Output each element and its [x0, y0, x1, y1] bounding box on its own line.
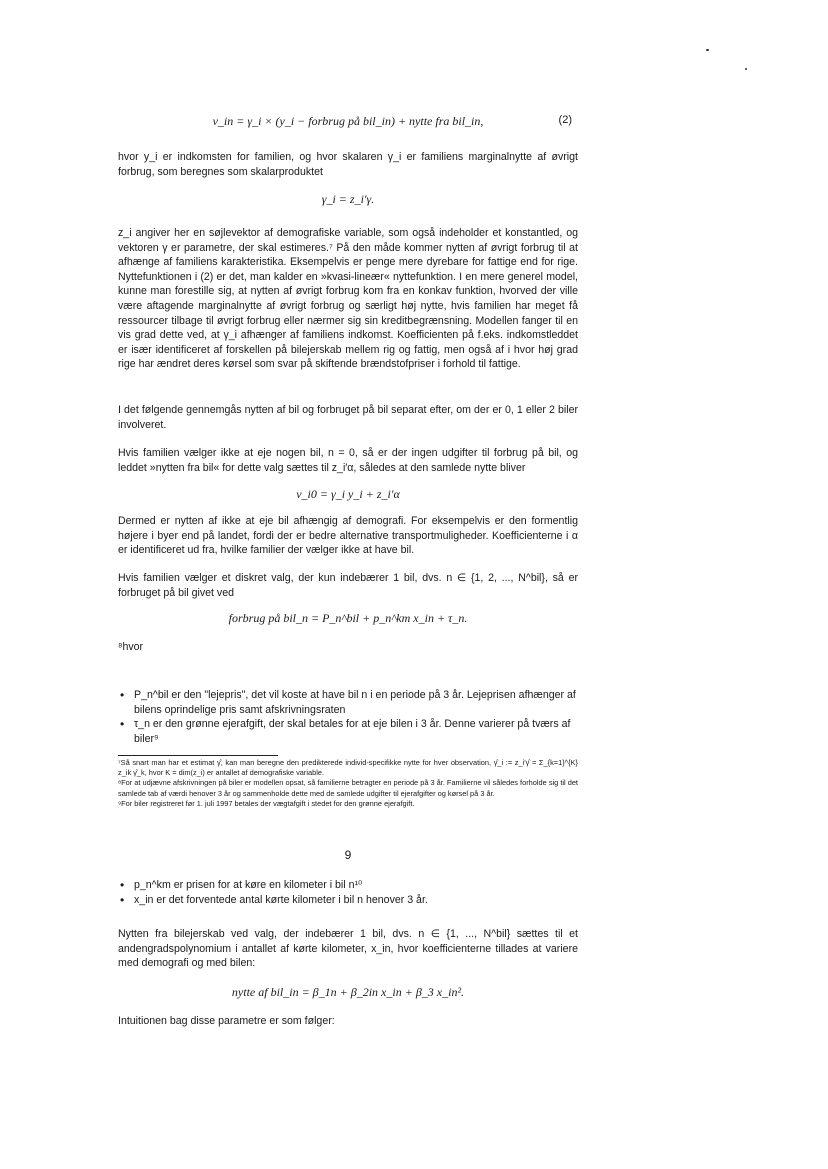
- list-item: • τ_n er den grønne ejerafgift, der skal betales for at eje bilen i 3 år. Denne varierer på tværs af biler⁹: [118, 717, 578, 746]
- list-item: • P_n^bil er den "lejepris", det vil koste at have bil n i en periode på 3 år. Lejeprisen afhænger af bilens oprindelige pris samt afskrivningsraten: [118, 688, 578, 717]
- list-item: • x_in er det forventede antal kørte kilometer i bil n henover 3 år.: [118, 893, 578, 908]
- bullet-list-b: [118, 878, 578, 907]
- paragraph-block-4: [118, 446, 578, 475]
- equation-nytte: [118, 985, 578, 1001]
- paragraph: Hvis familien vælger et diskret valg, der kun indebærer 1 bil, dvs. n ∈ {1, 2, ..., N^bil}, så er forbruget på bil givet ved: [118, 572, 578, 599]
- paragraph: ⁸hvor: [118, 641, 144, 653]
- equation-2-body: v_in = γ_i × (y_i − forbrug på bil_in) + nytte fra bil_in,: [212, 114, 484, 128]
- equation-2: [118, 114, 578, 130]
- paragraph: I det følgende gennemgås nytten af bil og forbruget på bil separat efter, om der er 0, 1 eller 2 biler involveret.: [118, 404, 578, 431]
- paragraph: Hvis familien vælger ikke at eje nogen bil, n = 0, så er der ingen udgifter til forbrug på bil, og leddet »nytten fra bil« for dette valg sættes til z_i′α, således at den samlede nytte bliver: [118, 447, 578, 474]
- paragraph-block-9: [118, 1014, 578, 1029]
- paragraph: z_i angiver her en søjlevektor af demografiske variable, som også indeholder et konstantled, og vektoren γ er parametre, der skal estimeres.⁷ På den måde kommer nytten af øvrigt forbrug til at afhænge af familiens karakteristika. Eksempelvis er penge mere dyrebare for fattige end for rige. Nyttefunktionen i (2) er det, man kalder en »kvasi-lineær« nyttefunktion. I en mere generel model, kunne man forestille sig, at nytten af øvrigt forbrug kom fra en konkav funktion, hvorved der ville være aftagende marginalnytte af øvrigt forbrug og særligt høj nytte, hvis familien har meget få ressourcer tilbage til øvrigt forbrug eller nærmer sig sin kreditbegrænsning. Modellen fanger til en vis grad dette ved, at γ_i afhænger af familiens indkomst. Koefficienten på f.eks. indkomstleddet er især identificeret af forskellen på bilejerskab mellem rig og fattig, men også af i hvor høj grad rige har ændret deres kørsel som svar på skiftende brændstofpriser i forhold til fattige.: [118, 227, 578, 371]
- footnotes: [118, 758, 578, 809]
- equation-forbrug: [118, 611, 578, 627]
- bullet-list-a: [118, 688, 578, 746]
- paragraph: Nytten fra bilejerskab ved valg, der indebærer 1 bil, dvs. n ∈ {1, ..., N^bil} sættes til et andengradspolynomium i antallet af kørte kilometer, x_in, hvor koefficienterne tillades at variere med demografi og med bilen:: [118, 928, 578, 970]
- paragraph: hvor y_i er indkomsten for familien, og hvor skalaren γ_i er familiens marginalnytte af øvrigt forbrug, som beregnes som skalarproduktet: [118, 151, 578, 178]
- paragraph-block-1: [118, 150, 578, 179]
- paragraph-block-5: [118, 514, 578, 558]
- equation-v0: [118, 487, 578, 503]
- footnote-rule: [118, 755, 278, 756]
- equation-gamma: [118, 192, 578, 208]
- paragraph-block-3: [118, 403, 578, 432]
- scan-speck: [706, 49, 709, 51]
- footnote: ⁹For biler registreret før 1. juli 1997 betales der vægtafgift i stedet for den grønne ejerafgift.: [118, 798, 415, 808]
- paragraph-block-7: [118, 640, 578, 655]
- page-number: 9: [344, 848, 352, 862]
- paragraph-block-2: [118, 226, 578, 372]
- footnote: ⁸For at udjævne afskrivningen på biler er modellen opsat, så familierne betragter en periode på 3 år. Familierne vil således forholde sig til det samlede tab af værdi henover 3 år og sammenholde dette med de samlede udgifter til ejerafgifter og kørsel på 3 år.: [118, 778, 578, 798]
- paragraph-block-6: [118, 571, 578, 600]
- scan-speck: [745, 68, 747, 70]
- equation-number: (2): [558, 114, 572, 126]
- paragraph: Intuitionen bag disse parametre er som følger:: [118, 1015, 335, 1027]
- list-item: • p_n^km er prisen for at køre en kilometer i bil n¹⁰: [118, 878, 578, 893]
- footnote: ⁷Så snart man har et estimat γ̂, kan man beregne den predikterede individ-specifikke nytte for hver observation, γ̂_i := z_i′γ̂ = Σ_{k=1}^{K} z_ik γ̂_k, hvor K = dim(z_i) er antallet af demografiske variable.: [118, 758, 578, 778]
- equation-nytte-body: nytte af bil_in = β_1n + β_2in x_in + β_3 x_in².: [231, 985, 465, 999]
- paragraph: Dermed er nytten af ikke at eje bil afhængig af demografi. For eksempelvis er den formentlig højere i byer end på landet, fordi der er bedre alternative transportmuligheder. Koefficienterne i α er identificeret ud fra, hvilke familier der vælger ikke at have bil.: [118, 515, 578, 557]
- equation-forbrug-body: forbrug på bil_n = P_n^bil + p_n^km x_in + τ_n.: [228, 611, 468, 625]
- equation-v0-body: v_i0 = γ_i y_i + z_i′α: [296, 487, 400, 501]
- equation-gamma-body: γ_i = z_i′γ.: [321, 192, 375, 206]
- paragraph-block-8: [118, 927, 578, 971]
